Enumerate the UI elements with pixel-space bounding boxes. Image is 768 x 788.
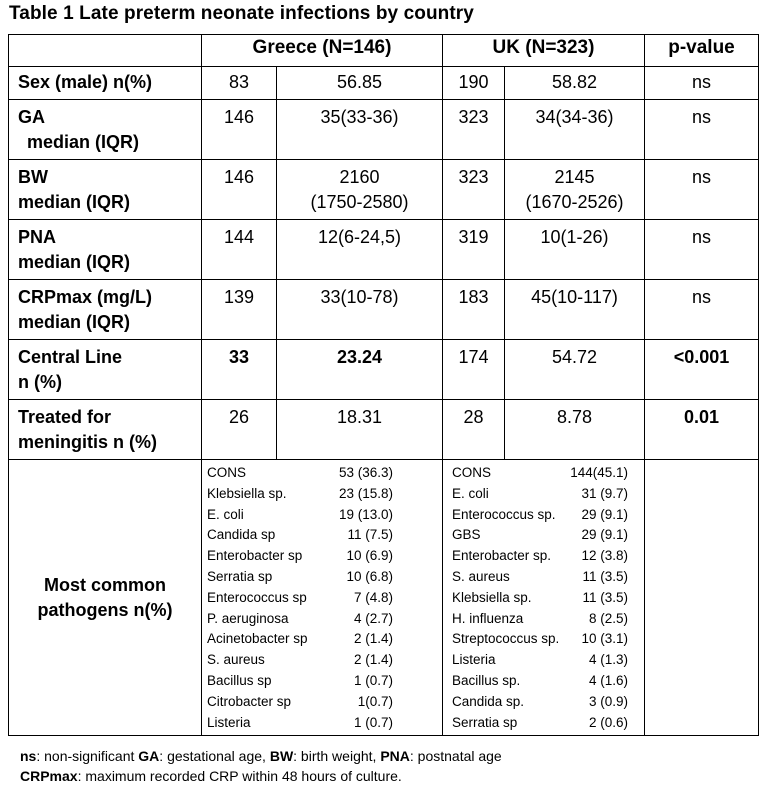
header-greece: Greece (N=146) bbox=[202, 35, 443, 67]
pathogen-item bbox=[443, 692, 644, 713]
pathogen-item bbox=[202, 463, 442, 484]
pathogen-name: P. aeruginosa bbox=[207, 610, 289, 626]
pathogen-item bbox=[443, 567, 644, 588]
pathogen-name: Klebsiella sp. bbox=[207, 485, 287, 501]
pathogen-name: GBS bbox=[452, 527, 481, 543]
pathogen-item bbox=[202, 650, 442, 671]
uk-value: 10(1-26) bbox=[505, 220, 645, 280]
row-label: CRPmax (mg/L) median (IQR) bbox=[9, 280, 202, 340]
pathogen-name: Bacillus sp. bbox=[452, 672, 521, 688]
pathogen-name: H. influenza bbox=[452, 610, 524, 626]
p-value: ns bbox=[645, 100, 759, 160]
pathogen-name: Listeria bbox=[452, 652, 496, 668]
pathogen-count: 23 (15.8) bbox=[338, 485, 393, 501]
greece-value: 35(33-36) bbox=[277, 100, 443, 160]
pathogen-name: E. coli bbox=[452, 485, 489, 501]
pathogen-count: 3 (0.9) bbox=[588, 693, 628, 709]
table-row bbox=[9, 100, 759, 160]
pathogen-count: 10 (6.9) bbox=[346, 548, 393, 564]
pathogen-item bbox=[202, 609, 442, 630]
pathogen-count: 8 (2.5) bbox=[588, 610, 628, 626]
table-row bbox=[9, 67, 759, 100]
pathogen-count: 12 (3.8) bbox=[581, 548, 628, 564]
pathogen-count: 11 (3.5) bbox=[582, 568, 628, 584]
pathogen-name: Bacillus sp bbox=[207, 672, 272, 688]
pathogen-count: 11 (7.5) bbox=[347, 527, 393, 543]
uk-value: 45(10-117) bbox=[505, 280, 645, 340]
pathogen-item bbox=[443, 546, 644, 567]
pathogens-pvalue-empty bbox=[645, 460, 759, 736]
pathogen-count: 4 (2.7) bbox=[353, 610, 393, 626]
pathogens-label: Most common pathogens n(%) bbox=[9, 460, 202, 736]
table-row bbox=[9, 160, 759, 220]
greece-n: 144 bbox=[202, 220, 277, 280]
pathogen-name: CONS bbox=[207, 465, 247, 480]
pathogen-name: Enterobacter sp. bbox=[452, 548, 552, 564]
row-label: Treated for meningitis n (%) bbox=[9, 400, 202, 460]
pathogens-row bbox=[9, 460, 759, 736]
pathogen-count: 10 (3.1) bbox=[581, 631, 628, 647]
uk-n: 183 bbox=[443, 280, 505, 340]
greece-value: 12(6-24,5) bbox=[277, 220, 443, 280]
table-row bbox=[9, 280, 759, 340]
pathogen-item bbox=[443, 713, 644, 734]
uk-value: 2145 (1670-2526) bbox=[505, 160, 645, 220]
uk-value: 8.78 bbox=[505, 400, 645, 460]
p-value: ns bbox=[645, 67, 759, 100]
uk-n: 323 bbox=[443, 160, 505, 220]
pathogen-name: Acinetobacter sp bbox=[207, 631, 308, 647]
pathogen-count: 2 (1.4) bbox=[353, 652, 393, 668]
pathogen-count: 19 (13.0) bbox=[338, 506, 393, 522]
greece-n: 146 bbox=[202, 100, 277, 160]
pathogen-item bbox=[443, 505, 644, 526]
pathogen-item bbox=[202, 546, 442, 567]
pathogen-item bbox=[202, 671, 442, 692]
pathogen-count: 4 (1.6) bbox=[588, 672, 628, 688]
p-value: ns bbox=[645, 160, 759, 220]
pathogen-item bbox=[202, 692, 442, 713]
greece-pathogens-list bbox=[202, 460, 443, 736]
pathogen-item bbox=[443, 588, 644, 609]
uk-value: 58.82 bbox=[505, 67, 645, 100]
uk-n: 319 bbox=[443, 220, 505, 280]
table-row bbox=[9, 400, 759, 460]
pathogen-name: Enterococcus sp bbox=[207, 589, 307, 605]
header-uk: UK (N=323) bbox=[443, 35, 645, 67]
p-value: ns bbox=[645, 220, 759, 280]
pathogen-name: Klebsiella sp. bbox=[452, 589, 532, 605]
pathogen-count: 4 (1.3) bbox=[588, 652, 628, 668]
pathogen-item bbox=[443, 650, 644, 671]
pathogen-item bbox=[202, 484, 442, 505]
pathogen-count: 1(0.7) bbox=[357, 693, 393, 709]
pathogen-name: S. aureus bbox=[207, 652, 265, 668]
uk-value: 54.72 bbox=[505, 340, 645, 400]
pathogen-item bbox=[202, 588, 442, 609]
pathogen-item bbox=[202, 505, 442, 526]
pathogen-name: Streptococcus sp. bbox=[452, 631, 560, 647]
p-value: <0.001 bbox=[645, 340, 759, 400]
row-label: Sex (male) n(%) bbox=[9, 67, 202, 100]
row-label: PNA median (IQR) bbox=[9, 220, 202, 280]
greece-value: 18.31 bbox=[277, 400, 443, 460]
pathogen-item bbox=[202, 629, 442, 650]
pathogen-count: 11 (3.5) bbox=[582, 589, 628, 605]
row-label: GA median (IQR) bbox=[9, 100, 202, 160]
pathogen-count: 29 (9.1) bbox=[581, 527, 628, 543]
p-value: 0.01 bbox=[645, 400, 759, 460]
pathogen-name: Citrobacter sp bbox=[207, 693, 292, 709]
footnote-line-1: ns: non-significant GA: gestational age, BW: birth weight, PNA: postnatal age bbox=[20, 748, 502, 764]
header-pvalue: p-value bbox=[645, 35, 759, 67]
greece-n: 83 bbox=[202, 67, 277, 100]
pathogen-count: 29 (9.1) bbox=[581, 506, 628, 522]
pathogen-count: 10 (6.8) bbox=[346, 568, 393, 584]
pathogen-count: 2 (1.4) bbox=[353, 631, 393, 647]
greece-value: 33(10-78) bbox=[277, 280, 443, 340]
row-label: BW median (IQR) bbox=[9, 160, 202, 220]
greece-value: 2160 (1750-2580) bbox=[277, 160, 443, 220]
pathogen-count: 1 (0.7) bbox=[353, 672, 393, 688]
pathogen-name: Enterococcus sp. bbox=[452, 506, 556, 522]
pathogen-name: Serratia sp bbox=[452, 714, 518, 730]
table-row bbox=[9, 220, 759, 280]
uk-value: 34(34-36) bbox=[505, 100, 645, 160]
uk-n: 174 bbox=[443, 340, 505, 400]
p-value: ns bbox=[645, 280, 759, 340]
greece-value: 56.85 bbox=[277, 67, 443, 100]
pathogen-name: S. aureus bbox=[452, 568, 510, 584]
row-label: Central Line n (%) bbox=[9, 340, 202, 400]
pathogen-name: Serratia sp bbox=[207, 568, 273, 584]
greece-value: 23.24 bbox=[277, 340, 443, 400]
pathogen-item bbox=[443, 463, 644, 484]
pathogen-count: 1 (0.7) bbox=[353, 714, 393, 730]
pathogen-item bbox=[202, 713, 442, 734]
greece-n: 146 bbox=[202, 160, 277, 220]
uk-pathogens-list bbox=[443, 460, 645, 736]
header-empty bbox=[9, 35, 202, 67]
table-row bbox=[9, 340, 759, 400]
uk-n: 323 bbox=[443, 100, 505, 160]
pathogen-item bbox=[443, 484, 644, 505]
table-title: Table 1 Late preterm neonate infections by country bbox=[9, 3, 474, 24]
pathogen-name: Listeria bbox=[207, 714, 251, 730]
pathogen-name: Enterobacter sp bbox=[207, 548, 303, 564]
pathogen-item bbox=[443, 609, 644, 630]
pathogen-count: 31 (9.7) bbox=[581, 485, 628, 501]
pathogen-name: CONS bbox=[452, 465, 492, 480]
pathogen-count: 7 (4.8) bbox=[353, 589, 393, 605]
pathogen-item bbox=[202, 567, 442, 588]
header-row bbox=[9, 35, 759, 67]
uk-n: 190 bbox=[443, 67, 505, 100]
pathogen-item bbox=[443, 629, 644, 650]
pathogen-name: Candida sp. bbox=[452, 693, 525, 709]
pathogen-item bbox=[443, 671, 644, 692]
pathogen-count: 144(45.1) bbox=[570, 465, 628, 480]
greece-n: 139 bbox=[202, 280, 277, 340]
greece-n: 26 bbox=[202, 400, 277, 460]
pathogen-item bbox=[443, 525, 644, 546]
greece-n: 33 bbox=[202, 340, 277, 400]
infections-table bbox=[8, 34, 759, 736]
footnote-line-2: CRPmax: maximum recorded CRP within 48 hours of culture. bbox=[20, 768, 402, 784]
pathogen-name: E. coli bbox=[207, 506, 244, 522]
pathogen-name: Candida sp bbox=[207, 527, 276, 543]
pathogen-count: 2 (0.6) bbox=[588, 714, 628, 730]
pathogen-count: 53 (36.3) bbox=[338, 465, 393, 480]
pathogen-item bbox=[202, 525, 442, 546]
uk-n: 28 bbox=[443, 400, 505, 460]
